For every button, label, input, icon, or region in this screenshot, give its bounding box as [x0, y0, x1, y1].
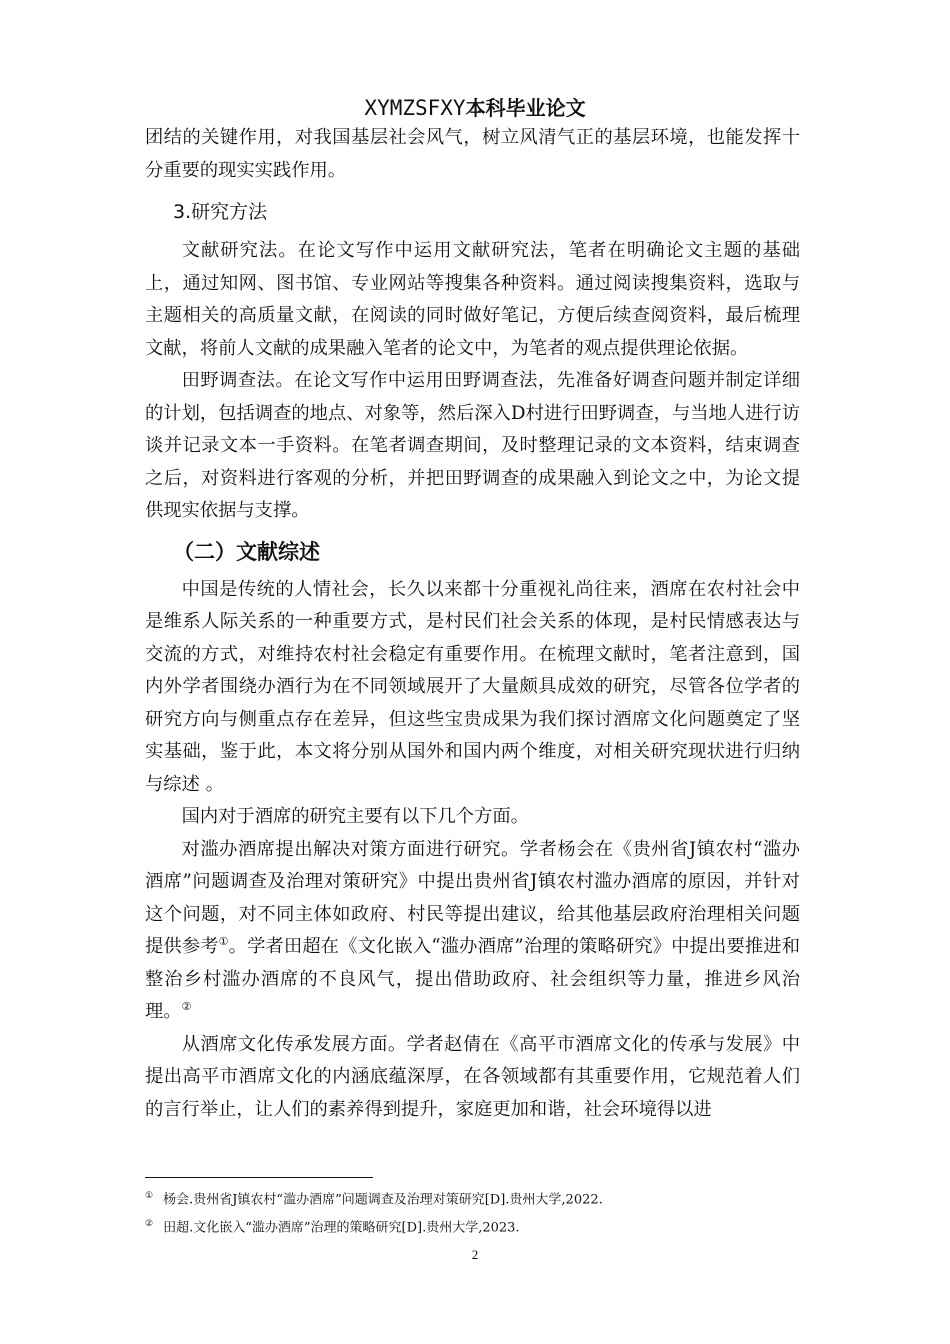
- paragraph: [145, 834, 800, 1029]
- paragraph: 从酒席文化传承发展方面。学者赵倩在《高平市酒席文化的传承与发展》中提出高平市酒席文化的内涵底蕴深厚，在各领域都有其重要作用，它规范着人们的言行举止，让人们的素养得到提升，家庭更加和谐，社会环境得以进: [145, 1033, 800, 1120]
- footnote-text: 田超.文化嵌入“滥办酒席”治理的策略研究[D].贵州大学,2023.: [163, 1220, 520, 1236]
- paragraph: 国内对于酒席的研究主要有以下几个方面。: [181, 806, 529, 827]
- paragraph-text: 。学者田超在《文化嵌入“滥办酒席”治理的策略研究》中提出要推进和整治乡村滥办酒席的不良风气，提出借助政府、社会组织等力量，推进乡风治理。: [145, 936, 800, 1022]
- section-heading-review: （二）文献综述: [173, 539, 320, 564]
- header-title: 本科毕业论文: [465, 96, 586, 120]
- footnotes: [145, 1184, 825, 1241]
- footnote-text: 杨会.贵州省J镇农村“滥办酒席”问题调查及治理对策研究[D].贵州大学,2022.: [163, 1192, 603, 1208]
- footnote-mark: ①: [145, 1191, 154, 1201]
- section-heading-method: 3.研究方法: [173, 201, 268, 223]
- page-number: 2: [471, 1247, 479, 1262]
- paragraph: 文献研究法。在论文写作中运用文献研究法，笔者在明确论文主题的基础上，通过知网、图书馆、专业网站等搜集各种资料。通过阅读搜集资料，选取与主题相关的高质量文献，在阅读的同时做好笔记，方便后续查阅资料，最后梳理文献，将前人文献的成果融入笔者的论文中，为笔者的观点提供理论依据。: [145, 240, 800, 359]
- main-text: [145, 122, 800, 1126]
- header-latin: XYMZSFXY: [364, 96, 466, 120]
- footnote: [145, 1212, 825, 1240]
- paragraph-text: 对滥办酒席提出解决对策方面进行研究。学者杨会在《贵州省J镇农村“滥办酒席”问题调查及治理对策研究》中提出贵州省J镇农村滥办酒席的原因，并针对这个问题，对不同主体如政府、村民等提出建议，给其他基层政府治理相关问题提供参考: [145, 838, 800, 957]
- paragraph: 团结的关键作用，对我国基层社会风气，树立风清气正的基层环境，也能发挥十分重要的现实实践作用。: [145, 127, 800, 181]
- paragraph: 田野调查法。在论文写作中运用田野调查法，先准备好调查问题并制定详细的计划，包括调查的地点、对象等，然后深入D村进行田野调查，与当地人进行访谈并记录文本一手资料。在笔者调查期间，及时整理记录的文本资料，结束调查之后，对资料进行客观的分析，并把田野调查的成果融入到论文之中，为论文提供现实依据与支撑。: [145, 370, 800, 521]
- footnote-ref[interactable]: ①: [218, 934, 229, 948]
- footnote-mark: ②: [145, 1219, 154, 1230]
- footnote-separator: [145, 1177, 373, 1178]
- paragraph: 中国是传统的人情社会，长久以来都十分重视礼尚往来，酒席在农村社会中是维系人际关系的一种重要方式，是村民们社会关系的体现，是村民情感表达与交流的方式，对维持农村社会稳定有重要作用。在梳理文献时，笔者注意到，国内外学者围绕办酒行为在不同领域展开了大量颇具成效的研究，尽管各位学者的研究方向与侧重点存在差异，但这些宝贵成果为我们探讨酒席文化问题奠定了坚实基础，鉴于此，本文将分别从国外和国内两个维度，对相关研究现状进行归纳与综述 。: [145, 578, 800, 795]
- running-header: [0, 92, 950, 121]
- footnote-ref[interactable]: ②: [181, 999, 192, 1013]
- footnote: [145, 1184, 825, 1212]
